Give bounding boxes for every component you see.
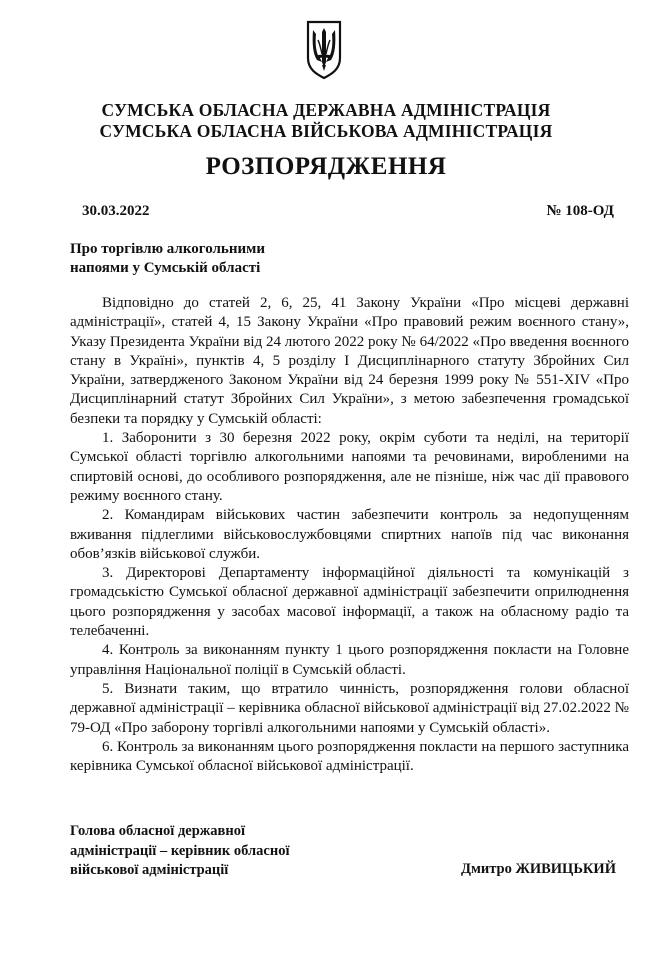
subject-line-2: напоями у Сумській області	[70, 260, 261, 276]
signatory-position-line-3: військової адміністрації	[70, 862, 229, 878]
order-item-6: 6. Контроль за виконанням цього розпорядження покласти на першого заступника керівника Сумської обласної військової адміністрації.	[70, 738, 629, 775]
document-body	[70, 294, 629, 776]
order-item-1: 1. Заборонити з 30 березня 2022 року, окрім суботи та неділі, на території Сумської області торгівлю алкогольними напоями та речовинами, виробленими на спиртовій основі, до особливого розпорядження, але не пізніше, ніж час дії правового режиму воєнного стану.	[70, 430, 629, 504]
document-date: 30.03.2022	[82, 203, 150, 219]
organization-name-2: СУМСЬКА ОБЛАСНА ВІЙСЬКОВА АДМІНІСТРАЦІЯ	[99, 121, 553, 141]
signatory-position-line-1: Голова обласної державної	[70, 823, 246, 839]
document-subject	[70, 240, 265, 278]
order-item-4: 4. Контроль за виконанням пункту 1 цього розпорядження покласти на Головне управління Національної поліції в Сумській області.	[70, 642, 629, 678]
order-item-2: 2. Командирам військових частин забезпечити контроль за недопущенням вживання підлеглими військовослужбовцями спиртних напоїв під час виконання обов’язків військової служби.	[70, 507, 629, 562]
tryzub-emblem-icon	[304, 18, 344, 80]
signatory-position-line-2: адміністрації – керівник обласної	[70, 842, 290, 859]
signatory-name: Дмитро ЖИВИЦЬКИЙ	[461, 861, 616, 877]
preamble-paragraph: Відповідно до статей 2, 6, 25, 41 Закону України «Про місцеві державні адміністрації», статей 4, 15 Закону України «Про правовий режим воєнного стану», Указу Президента України від 24 лютого 2022 року № 64/2022 «Про введення воєнного стану в Україні», пунктів 4, 5 розділу І Дисциплінарного статуту Збройних Сил України, затвердженого Законом України від 24 березня 1999 року № 551-XIV «Про Дисциплінарний статут Збройних Сил України», з метою забезпечення громадської безпеки та порядку у Сумській області:	[70, 295, 629, 427]
subject-line-1: Про торгівлю алкогольними	[70, 241, 266, 257]
order-item-5: 5. Визнати таким, що втратило чинність, розпорядження голови обласної державної адміністрації – керівника обласної військової адміністрації від 27.02.2022 № 79-ОД «Про заборону торгівлі алкогольними напоями у Сумській області».	[70, 680, 629, 736]
organization-name-1: СУМСЬКА ОБЛАСНА ДЕРЖАВНА АДМІНІСТРАЦІЯ	[101, 100, 551, 120]
signatory-position	[70, 822, 289, 881]
document-number: № 108-ОД	[546, 203, 614, 219]
document-title: РОЗПОРЯДЖЕННЯ	[205, 153, 447, 180]
order-item-3: 3. Директорові Департаменту інформаційної діяльності та комунікацій з громадськістю Сумської обласної державної адміністрації забезпечити оприлюднення цього розпорядження у засобах масової інформації, а також на обласному радіо та телебаченні.	[70, 565, 629, 640]
